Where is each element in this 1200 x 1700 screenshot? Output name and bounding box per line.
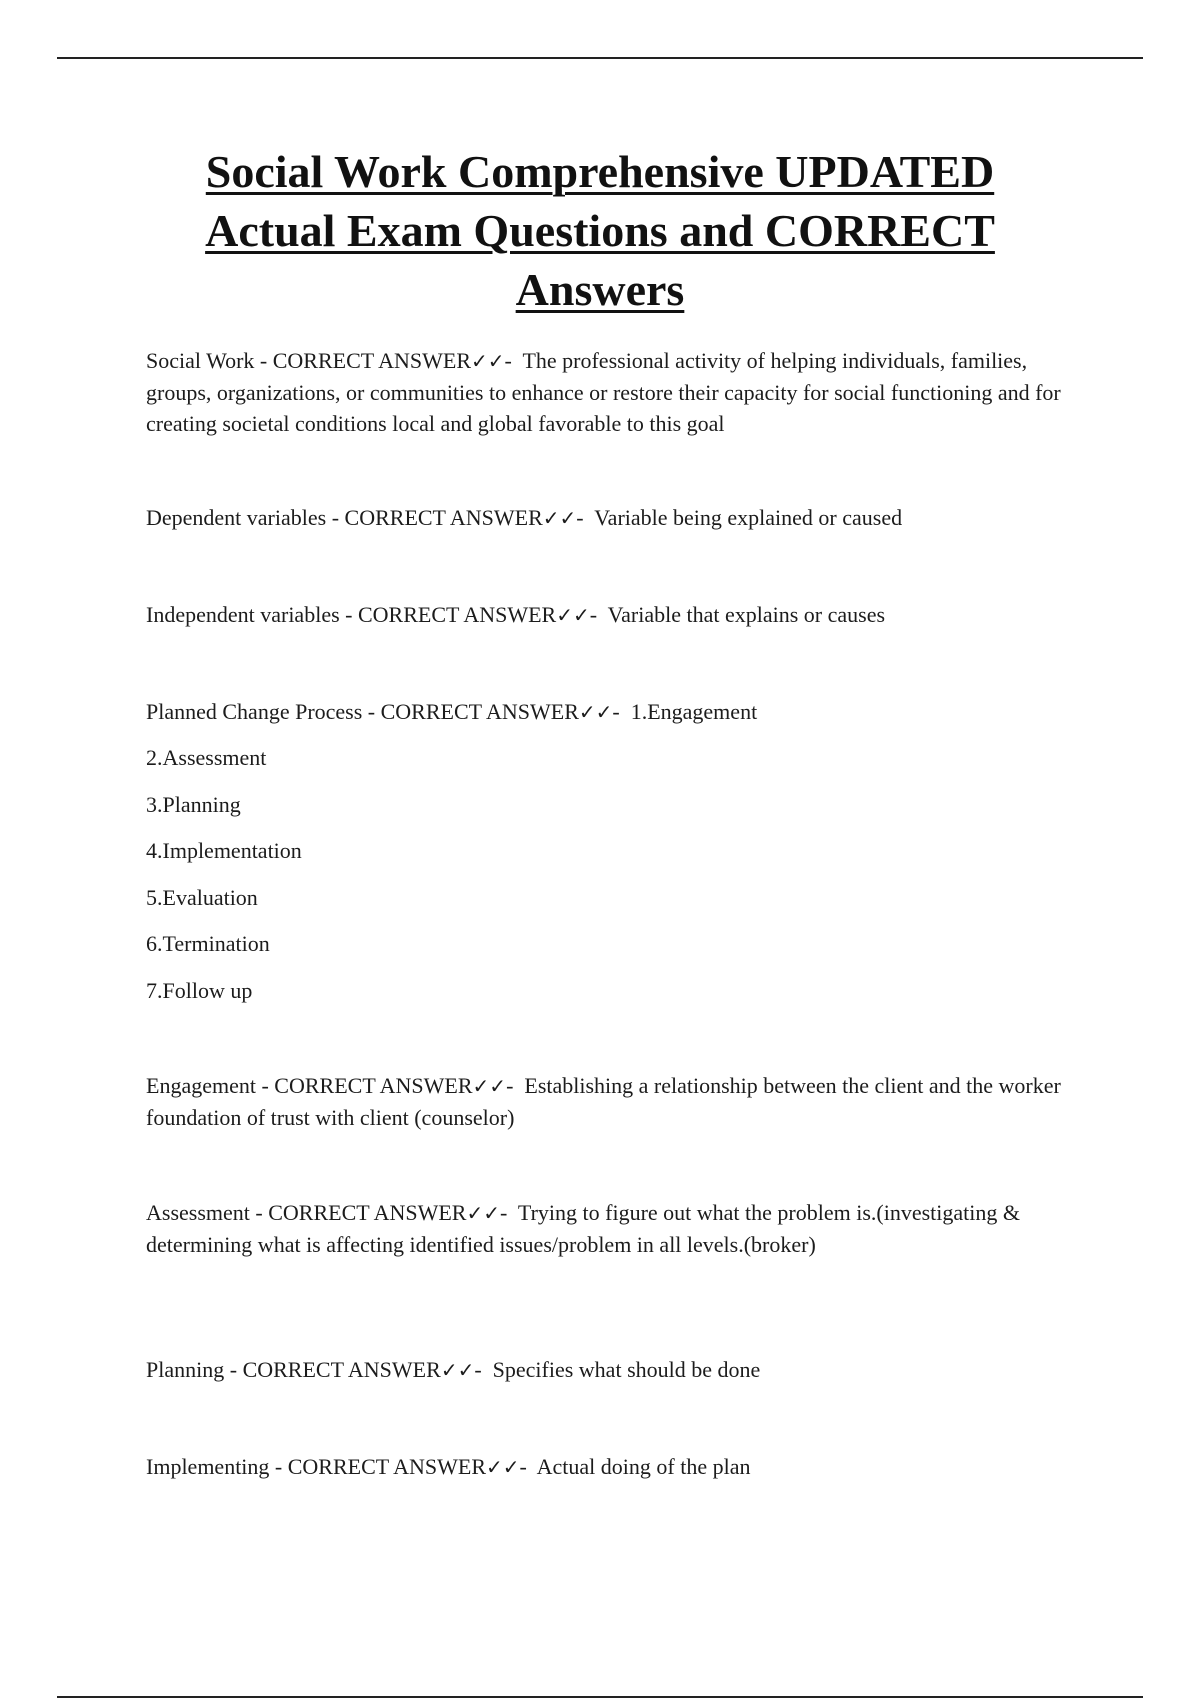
entry-definition: The professional activity of helping individuals, families, groups, organizations, or communities to enhance or restore their capacity for social functioning and for creating societal conditions local and global favorable to this goal [146, 348, 1067, 436]
qa-entry-implementing [146, 1451, 1066, 1483]
entry-definition: Actual doing of the plan [536, 1454, 751, 1479]
entry-dash: - [506, 1073, 525, 1098]
entry-definition: Specifies what should be done [492, 1357, 761, 1382]
entry-term: Social Work [146, 348, 255, 373]
entry-separator: - [269, 1454, 288, 1479]
entry-separator: - [339, 602, 358, 627]
list-item-step-6: 6.Termination [146, 931, 270, 956]
answer-label: CORRECT ANSWER [357, 602, 557, 627]
entry-dash: - [474, 1357, 493, 1382]
answer-label: CORRECT ANSWER [287, 1454, 486, 1479]
top-rule [57, 57, 1143, 59]
answer-label: CORRECT ANSWER [274, 1073, 473, 1098]
entry-term: Implementing [146, 1454, 270, 1479]
answer-label: CORRECT ANSWER [344, 505, 543, 530]
entry-definition: Variable that explains or causes [607, 602, 886, 627]
entry-dash: - [612, 699, 631, 724]
qa-entry-independent-variables [146, 599, 1066, 631]
title-line-1: Social Work Comprehensive UPDATED [205, 146, 995, 197]
entry-separator: - [224, 1357, 243, 1382]
entry-dash: - [499, 1200, 518, 1225]
check-marks-icon: ✓✓ [542, 506, 577, 530]
check-marks-icon: ✓✓ [440, 1358, 475, 1382]
entry-definition: Establishing a relationship between the client and the worker foundation of trust with client (counselor) [146, 1073, 1067, 1130]
entry-dash: - [589, 602, 608, 627]
title-line-3: Answers [515, 264, 685, 315]
entry-term: Independent variables [146, 602, 340, 627]
check-marks-icon: ✓✓ [578, 700, 613, 724]
list-item-step-3: 3.Planning [146, 792, 241, 817]
qa-entry-assessment [146, 1197, 1066, 1260]
list-item-step-2: 2.Assessment [146, 745, 267, 770]
entry-separator: - [362, 699, 381, 724]
entry-separator: - [255, 1073, 275, 1098]
entry-term: Dependent variables [146, 505, 327, 530]
list-item-step-4: 4.Implementation [146, 838, 302, 863]
check-marks-icon: ✓✓ [466, 1201, 500, 1225]
qa-entry-social-work [146, 345, 1066, 439]
entry-dash: - [519, 1454, 537, 1479]
entry-separator: - [254, 348, 273, 373]
check-marks-icon: ✓✓ [556, 603, 590, 627]
list-item-step-7: 7.Follow up [146, 978, 253, 1003]
entry-separator: - [326, 505, 345, 530]
title-line-2: Actual Exam Questions and CORRECT [205, 205, 995, 256]
entry-term: Engagement [146, 1073, 256, 1098]
entry-term: Planned Change Process [146, 699, 363, 724]
entry-term: Planning [146, 1357, 225, 1382]
entry-definition: 1.Engagement [630, 699, 758, 724]
answer-label: CORRECT ANSWER [272, 348, 471, 373]
entry-dash: - [504, 348, 523, 373]
qa-entry-dependent-variables [146, 502, 1066, 534]
answer-label: CORRECT ANSWER [268, 1200, 467, 1225]
entry-term: Assessment [146, 1200, 250, 1225]
qa-entry-planned-change-process [146, 696, 1066, 728]
qa-entry-engagement [146, 1070, 1066, 1133]
bottom-rule [57, 1696, 1143, 1698]
document-title [57, 142, 1143, 319]
entry-separator: - [249, 1200, 269, 1225]
entry-definition: Trying to figure out what the problem is.(investigating & determining what is affecting identified issues/problem in all levels.(broker) [146, 1200, 1026, 1257]
list-item-step-5: 5.Evaluation [146, 885, 258, 910]
entry-dash: - [576, 505, 595, 530]
answer-label: CORRECT ANSWER [380, 699, 579, 724]
qa-entry-planning [146, 1354, 1066, 1386]
check-marks-icon: ✓✓ [472, 1074, 507, 1098]
answer-label: CORRECT ANSWER [242, 1357, 441, 1382]
check-marks-icon: ✓✓ [486, 1455, 520, 1479]
check-marks-icon: ✓✓ [471, 349, 505, 373]
entry-definition: Variable being explained or caused [594, 505, 903, 530]
